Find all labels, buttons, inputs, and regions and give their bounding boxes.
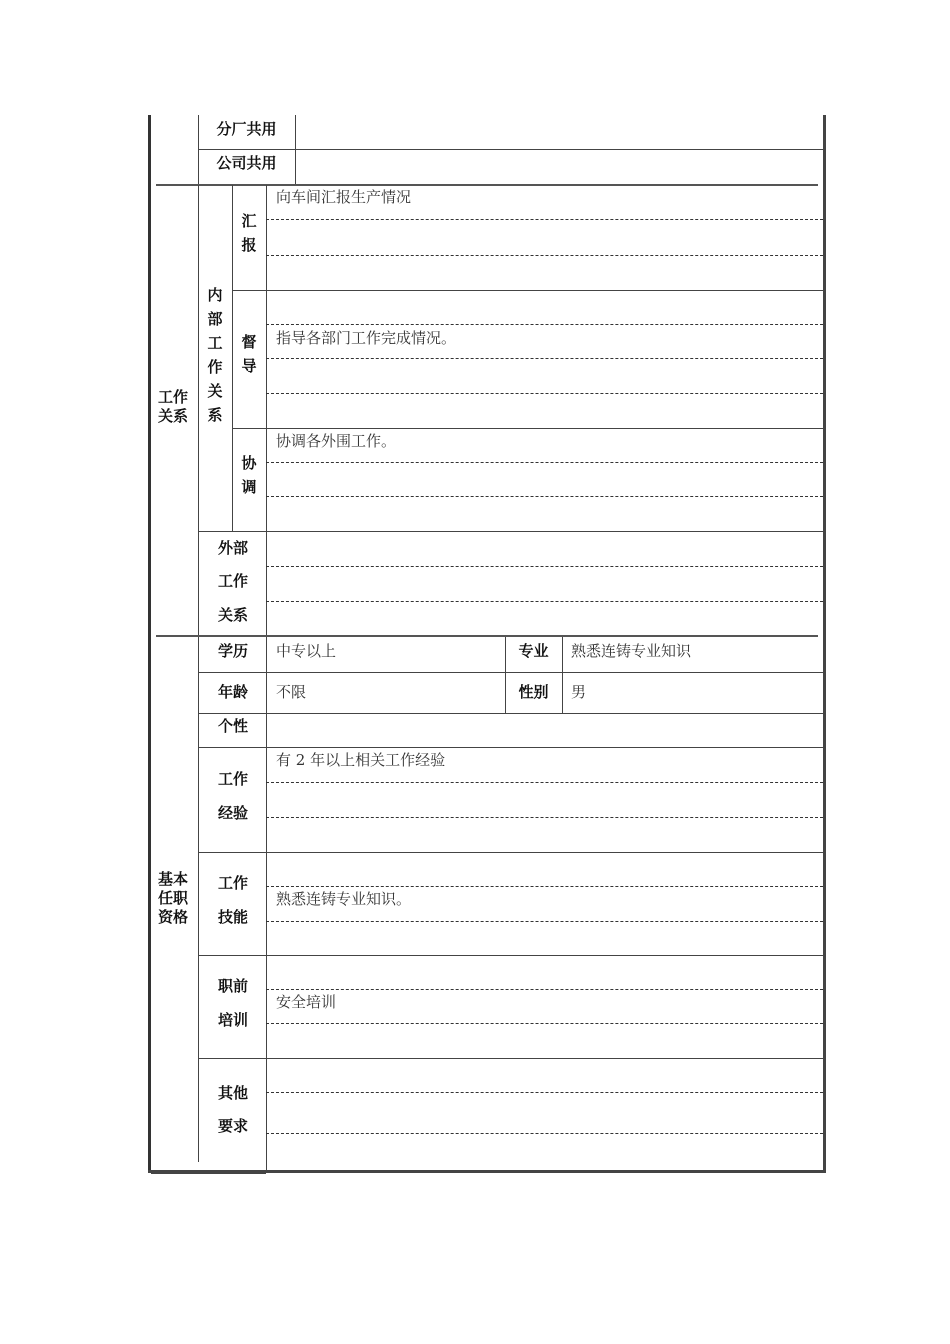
experience-dash-line-2 [266, 817, 823, 818]
age-label: 年龄 [217, 683, 248, 701]
experience-label-line-1: 工作 [217, 770, 248, 788]
age-row-divider [198, 713, 823, 714]
other-label-line-1: 其他 [217, 1084, 248, 1102]
report-row-divider [232, 290, 823, 291]
company-shared-label: 公司共用 [216, 154, 277, 172]
training-text: 安全培训 [276, 993, 337, 1011]
work-relations-section-label: 工作关系 [157, 388, 188, 425]
supervise-dash-line-2 [266, 358, 823, 359]
training-label-line-2: 培训 [217, 1011, 248, 1029]
table-left-border [148, 115, 151, 1173]
table-bottom-left-border [151, 1171, 266, 1174]
col-divider-qual-value [266, 637, 267, 1170]
gender-label: 性别 [518, 683, 549, 701]
training-dash-line-2 [266, 1023, 823, 1024]
col-divider-qualifications [198, 637, 199, 1162]
col-divider-internal [232, 185, 233, 531]
training-row-divider [198, 1058, 823, 1059]
major-label: 专业 [518, 642, 549, 660]
external-dash-line-1 [266, 566, 823, 567]
other-dash-line-1 [266, 1092, 823, 1093]
external-relations-label-line-1: 外部 [217, 539, 248, 557]
external-dash-line-2 [266, 601, 823, 602]
major-value: 熟悉连铸专业知识 [571, 642, 692, 660]
external-relations-label-line-2: 工作 [217, 572, 248, 590]
col-divider-header-value [295, 115, 296, 149]
experience-row-divider [198, 852, 823, 853]
skills-label-line-1: 工作 [217, 874, 248, 892]
coordinate-dash-line-1 [266, 462, 823, 463]
skills-dash-line-1 [266, 886, 823, 887]
external-relations-label-line-3: 关系 [217, 606, 248, 624]
internal-relations-label: 内部工作关系 [207, 286, 223, 424]
personality-label: 个性 [217, 717, 248, 735]
report-text: 向车间汇报生产情况 [276, 188, 412, 206]
other-label-line-2: 要求 [217, 1117, 248, 1135]
col-divider-major-value [562, 637, 563, 713]
col-divider-sub-label [266, 185, 267, 636]
personality-row-divider [198, 747, 823, 748]
gender-value: 男 [571, 683, 587, 701]
skills-row-divider [198, 955, 823, 956]
supervise-dash-line-1 [266, 324, 823, 325]
experience-dash-line-1 [266, 782, 823, 783]
table-right-border [823, 115, 826, 1173]
education-label: 学历 [217, 642, 248, 660]
supervise-label: 督导 [241, 333, 257, 375]
education-value: 中专以上 [276, 642, 337, 660]
header-row-divider [198, 149, 823, 150]
other-dash-line-2 [266, 1133, 823, 1134]
age-value: 不限 [276, 683, 307, 701]
coordinate-label: 协调 [241, 454, 257, 496]
education-row-divider [198, 672, 823, 673]
coordinate-row-divider [198, 531, 823, 532]
experience-label-line-2: 经验 [217, 804, 248, 822]
col-divider-relations [198, 185, 199, 636]
skills-text: 熟悉连铸专业知识。 [276, 890, 412, 908]
skills-label-line-2: 技能 [217, 908, 248, 926]
section-divider-1 [156, 184, 818, 186]
col-divider-header-value-2 [295, 149, 296, 185]
skills-dash-line-2 [266, 921, 823, 922]
report-label: 汇报 [241, 212, 257, 254]
coordinate-text: 协调各外围工作。 [276, 432, 397, 450]
section-divider-2 [156, 635, 818, 637]
qualifications-section-label: 基本任职资格 [157, 870, 188, 926]
supervise-row-divider [232, 428, 823, 429]
report-dash-line-2 [266, 255, 823, 256]
experience-text: 有 2 年以上相关工作经验 [276, 751, 446, 769]
training-label-line-1: 职前 [217, 977, 248, 995]
job-description-table [148, 115, 826, 1173]
report-dash-line-1 [266, 219, 823, 220]
branch-shared-label: 分厂共用 [216, 120, 277, 138]
coordinate-dash-line-2 [266, 496, 823, 497]
supervise-text: 指导各部门工作完成情况。 [276, 329, 457, 347]
training-dash-line-1 [266, 989, 823, 990]
supervise-dash-line-3 [266, 393, 823, 394]
